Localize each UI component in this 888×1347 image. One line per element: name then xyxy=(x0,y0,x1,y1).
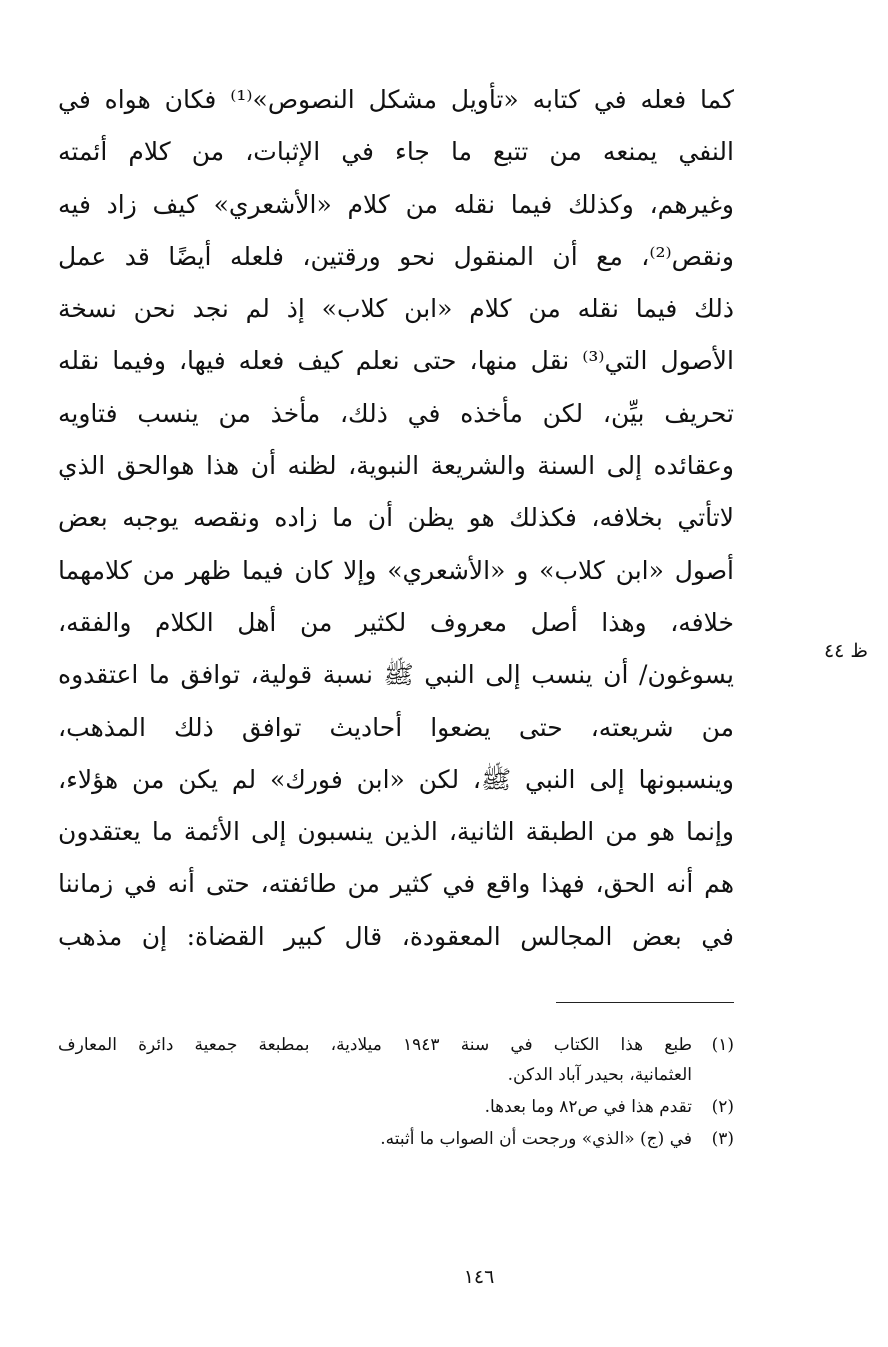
footnote-line: في (ج) «الذي» ورجحت أن الصواب ما أثبته. xyxy=(380,1129,692,1149)
footnote-number: (٣) xyxy=(711,1129,734,1149)
footnote-number: (٢) xyxy=(711,1097,734,1117)
footnote-text xyxy=(58,1124,692,1154)
text-line: النفي يمنعه من تتبع ما جاء في الإثبات، من كلام أئمته xyxy=(58,137,734,167)
footnote-number: (١) xyxy=(711,1035,734,1055)
text-line: من شريعته، حتى يضعوا أحاديث توافق ذلك المذهب، xyxy=(58,712,734,742)
main-text-block xyxy=(58,74,734,963)
footnote-3 xyxy=(58,1124,734,1154)
text-line: أصول «ابن كلاب» و «الأشعري» وإلا كان فيما ظهر من كلامهما xyxy=(58,555,734,585)
footnote-1 xyxy=(58,1030,734,1090)
page-number-text: ١٤٦ xyxy=(463,1266,495,1288)
text-line: هم أنه الحق، فهذا واقع في كثير من طائفته، حتى أنه في زماننا xyxy=(58,869,734,899)
footnote-text xyxy=(58,1092,692,1122)
text-line: لاتأتي بخلافه، فكذلك هو يظن أن ما زاده ونقصه يوجبه بعض xyxy=(58,503,734,533)
footnotes-section xyxy=(58,1030,734,1156)
text-line: يسوغون/ أن ينسب إلى النبي ﷺ نسبة قولية، توافق ما اعتقدوه xyxy=(58,660,734,690)
text-line: وإنما هو من الطبقة الثانية، الذين ينسبون إلى الأئمة ما يعتقدون xyxy=(58,817,734,847)
manuscript-folio-marker: ظ ٤٤ xyxy=(823,640,869,662)
text-line: ذلك فيما نقله من كلام «ابن كلاب» إذ لم نجد نحن نسخة xyxy=(58,294,734,324)
footnote-text xyxy=(58,1030,692,1090)
page-number xyxy=(0,1262,888,1292)
text-line: في بعض المجالس المعقودة، قال كبير القضاة: إن مذهب xyxy=(58,921,734,951)
text-line: وينسبونها إلى النبي ﷺ، لكن «ابن فورك» لم يكن من هؤلاء، xyxy=(58,764,734,794)
footnote-separator xyxy=(556,1002,734,1003)
text-line: وغيرهم، وكذلك فيما نقله من كلام «الأشعري» كيف زاد فيه xyxy=(58,189,734,219)
footnote-line: تقدم هذا في ص٨٢ وما بعدها. xyxy=(484,1097,692,1117)
footnote-line: العثمانية، بحيدر آباد الدكن. xyxy=(507,1065,692,1085)
text-line: تحريف بيِّن، لكن مأخذه في ذلك، مأخذ من ينسب فتاويه xyxy=(58,398,734,428)
text-line: الأصول التي⁽³⁾ نقل منها، حتى نعلم كيف فعله فيها، وفيما نقله xyxy=(58,346,734,376)
text-line: خلافه، وهذا أصل معروف لكثير من أهل الكلام والفقه، xyxy=(58,607,734,637)
footnote-line: طبع هذا الكتاب في سنة ١٩٤٣ ميلادية، بمطبعة جمعية دائرة المعارف xyxy=(58,1035,692,1055)
text-line: وعقائده إلى السنة والشريعة النبوية، لظنه أن هذا هوالحق الذي xyxy=(58,451,734,481)
text-line: ونقص⁽²⁾، مع أن المنقول نحو ورقتين، فلعله أيضًا قد عمل xyxy=(58,241,734,271)
footnote-2 xyxy=(58,1092,734,1122)
text-line: كما فعله في كتابه «تأويل مشكل النصوص»⁽¹⁾ فكان هواه في xyxy=(58,85,734,114)
